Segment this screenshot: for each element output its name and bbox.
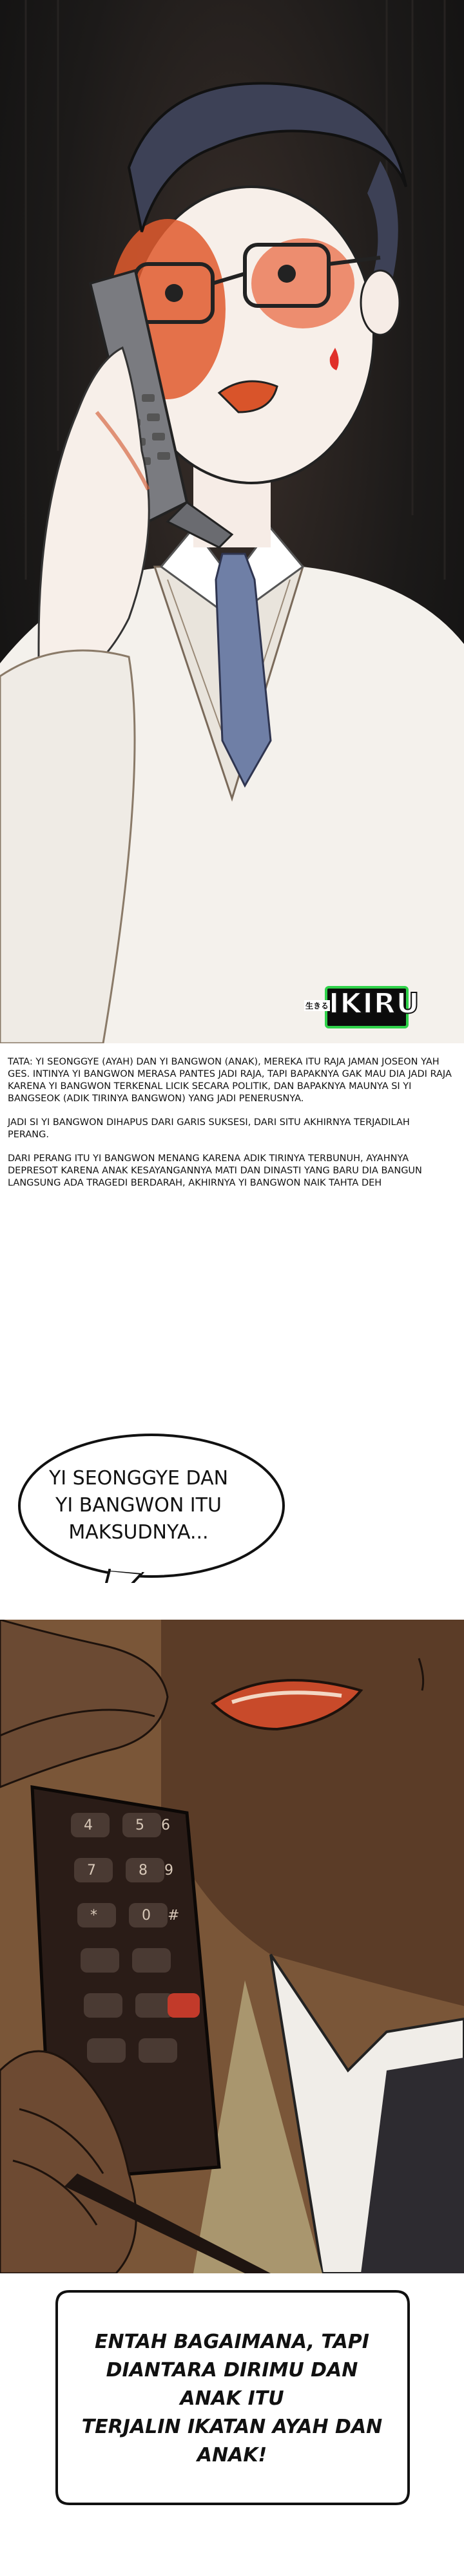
phone-end-key (168, 1993, 200, 2018)
phone-key-label: 4 (84, 1817, 93, 1833)
phone-key (132, 1948, 171, 1973)
logo-small-text: 生きる (305, 1001, 329, 1010)
phone-key-label: 6 (161, 1817, 170, 1833)
panel-illustration-closeup (0, 1620, 464, 2273)
translator-notes (8, 1056, 452, 1201)
phone-key-label: 5 (135, 1817, 144, 1833)
narration-line: DIANTARA DIRIMU DAN ANAK ITU (106, 2359, 358, 2410)
phone-key-label: * (90, 1908, 97, 1924)
note-paragraph: TATA: YI SEONGGYE (AYAH) DAN YI BANGWON (ANAK), MEREKA ITU RAJA JAMAN JOSEON YAH GES. INTINYA YI BANGWON MERASA PANTES JADI RAJA, TAPI BAPAKNYA GAK MAU DIA JADI RAJA KARENA YI BANGWON TERKENAL LICIK SECARA POLITIK, DAN BAPAKNYA MAUNYA SI YI BANGSEOK (ADIK TIRINYA BANGWON) YANG JADI PENERUSNYA. (8, 1057, 452, 1104)
phone-key (84, 1993, 122, 2018)
narration-text (77, 2328, 387, 2470)
narration-line: TERJALIN IKATAN AYAH DAN (81, 2416, 383, 2438)
comic-panel-phone-closeup (0, 1620, 464, 2273)
scanlation-logo (303, 982, 420, 1027)
phone-key (87, 2038, 126, 2063)
note-paragraph: JADI SI YI BANGWON DIHAPUS DARI GARIS SUKSESI, DARI SITU AKHIRNYA TERJADILAH PERANG. (8, 1117, 410, 1140)
phone-key-label: # (168, 1908, 180, 1924)
phone-key (81, 1948, 119, 1973)
logo-brand-text: IKIRU (329, 987, 420, 1020)
phone-key (139, 2038, 177, 2063)
bubble-line: YI SEONGGYE DAN (48, 1467, 229, 1490)
phone-key-label: 7 (87, 1862, 96, 1879)
bubble-line: MAKSUDNYA... (68, 1521, 209, 1544)
narration-line: ENTAH BAGAIMANA, TAPI (95, 2331, 369, 2353)
phone-key-label: 9 (164, 1862, 173, 1879)
comic-panel-phone-call (0, 0, 464, 1043)
note-paragraph: DARI PERANG ITU YI BANGWON MENANG KARENA ADIK TIRINYA TERBUNUH, AYAHNYA DEPRESOT KARENA ANAK KESAYANGANNYA MATI DAN DINASTI YANG BARU DIA BANGUN LANGSUNG ADA TRAGEDI BERDARAH, AKHIRNYA YI BANGWON NAIK TAHTA DEH (8, 1153, 422, 1188)
phone-key-label: 8 (139, 1862, 148, 1879)
speech-bubble-text (26, 1465, 251, 1546)
phone-key-label: 0 (142, 1908, 151, 1924)
narration-line: ANAK! (197, 2444, 267, 2467)
panel-illustration (0, 0, 464, 1043)
bubble-line: YI BANGWON ITU (55, 1494, 222, 1517)
